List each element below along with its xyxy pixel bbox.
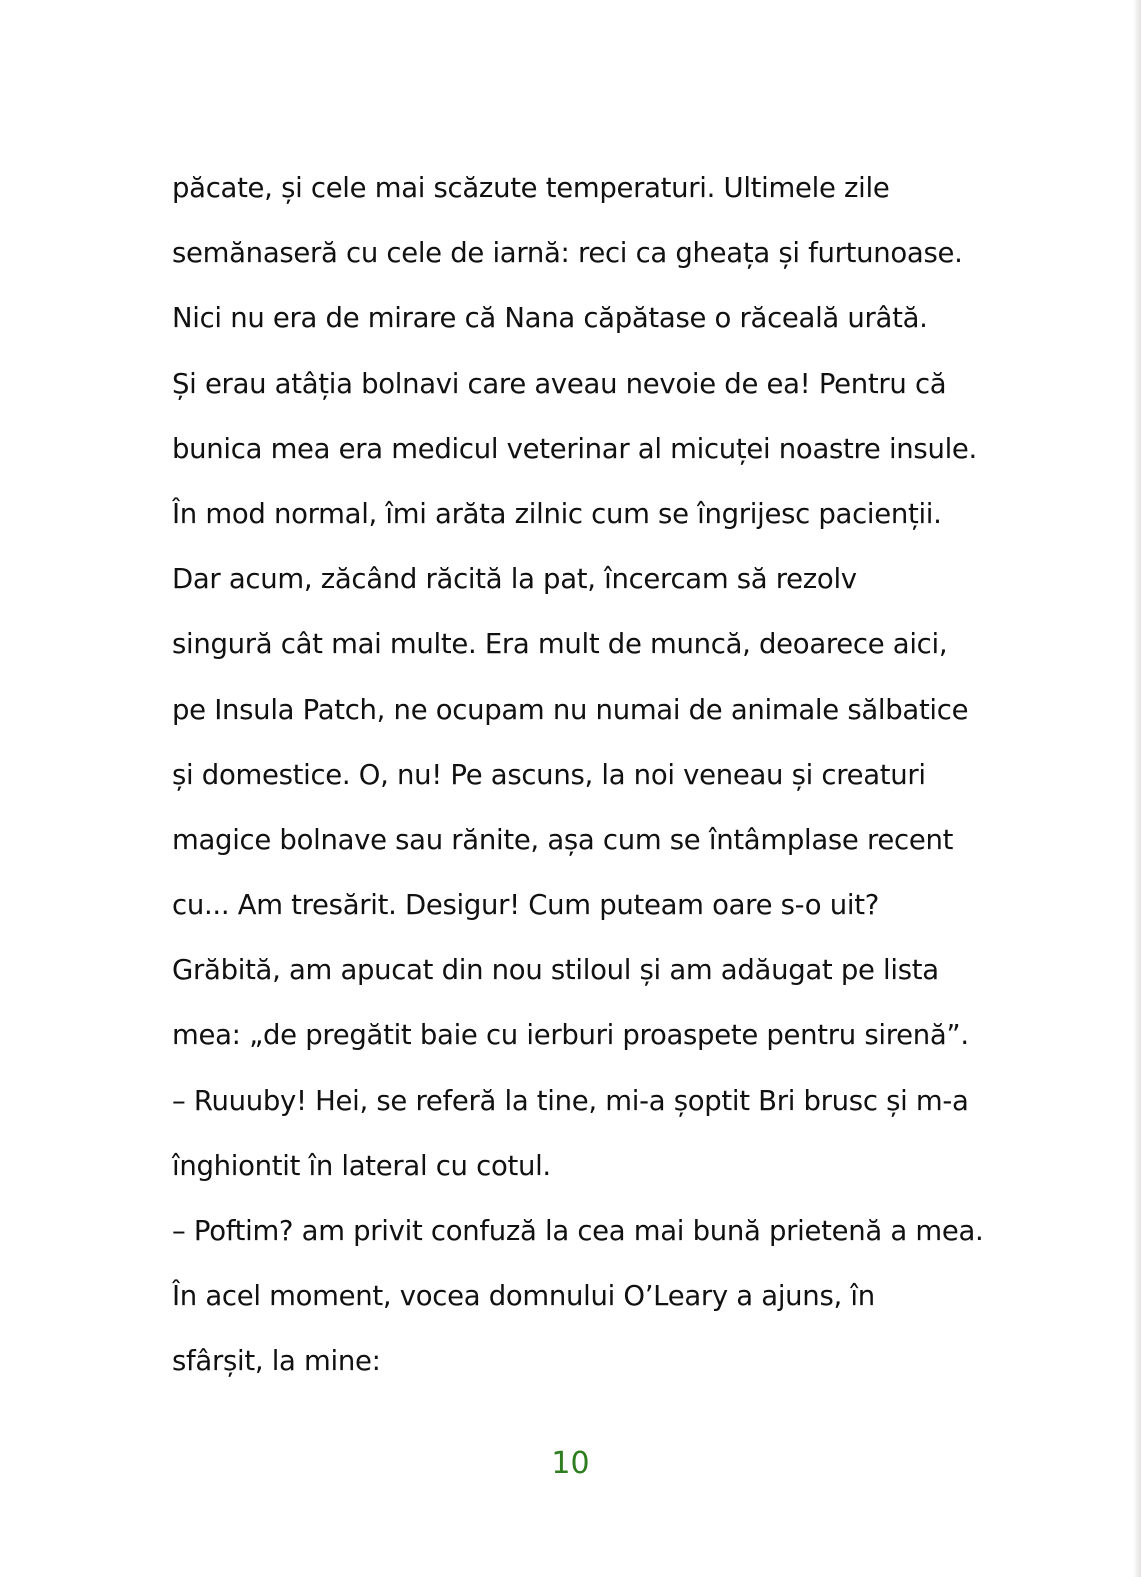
text-line: și domestice. O, nu! Pe ascuns, la noi veneau și creaturi [172, 758, 926, 791]
text-line: În mod normal, îmi arăta zilnic cum se îngrijesc pacienții. [172, 497, 942, 530]
text-line: cu... Am tresărit. Desigur! Cum puteam oare s-o uit? [172, 889, 880, 922]
text-line: pe Insula Patch, ne ocupam nu numai de animale sălbatice [172, 693, 969, 726]
text-line: înghiontit în lateral cu cotul. [172, 1149, 551, 1182]
text-line: Grăbită, am apucat din nou stiloul și am adăugat pe lista [172, 954, 939, 987]
text-line: Nici nu era de mirare că Nana căpătase o răceală urâtă. [172, 302, 928, 335]
page-edge-shadow [1133, 0, 1141, 1577]
body-text [172, 166, 1012, 1405]
text-line: păcate, și cele mai scăzute temperaturi. Ultimele zile [172, 172, 890, 204]
text-line: semănaseră cu cele de iarnă: reci ca gheața și furtunoase. [172, 237, 963, 270]
text-line: Dar acum, zăcând răcită la pat, încercam să rezolv [172, 563, 857, 596]
text-line: mea: „de pregătit baie cu ierburi proaspete pentru sirenă”. [172, 1019, 969, 1052]
dialogue-line: – Ruuuby! Hei, se referă la tine, mi-a șoptit Bri brusc și m-a [172, 1084, 969, 1117]
text-line: Și erau atâția bolnavi care aveau nevoie de ea! Pentru că [172, 367, 947, 400]
text-line: bunica mea era medicul veterinar al micuței noastre insule. [172, 432, 977, 465]
text-line: magice bolnave sau rănite, așa cum se întâmplase recent [172, 823, 954, 856]
text-line: sfârșit, la mine: [172, 1345, 381, 1378]
dialogue-line: – Poftim? am privit confuză la cea mai bună prietenă a mea. [172, 1215, 984, 1247]
page-number: 10 [551, 1446, 590, 1481]
text-line: singură cât mai multe. Era mult de muncă, deoarece aici, [172, 628, 948, 661]
text-line: În acel moment, vocea domnului O’Leary a ajuns, în [172, 1280, 875, 1313]
